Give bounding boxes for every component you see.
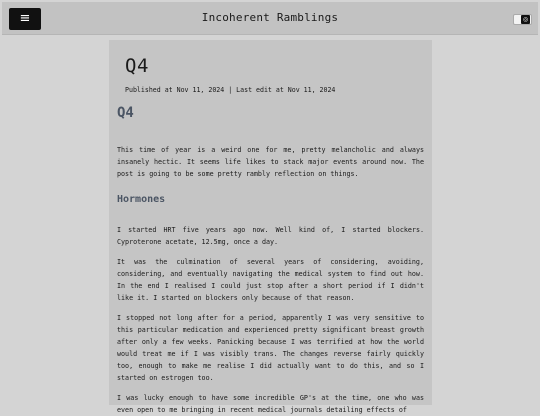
- article-container: [109, 40, 432, 414]
- paragraph: I started HRT five years ago now. Well kind of, I started blockers. Cyproterone acetate, 12.5mg, once a day.: [117, 226, 424, 246]
- theme-toggle-icon: ◎: [522, 16, 529, 23]
- top-bar: [2, 2, 538, 35]
- section-heading-hormones: Hormones: [117, 194, 166, 205]
- article-heading: Q4: [117, 105, 134, 121]
- page-title: Q4: [125, 55, 149, 77]
- paragraph: I was lucky enough to have some incredible GP's at the time, one who was even open to me bringing in recent medical journals detailing effects of: [117, 394, 424, 414]
- paragraph: I stopped not long after for a period, apparently I was very sensitive to this particular medication and experienced pretty significant breast growth after only a few weeks. Panicking because I was terrified at how the world would treat me if I was visibly trans. The changes reverse fairly quickly too, enough to make me realise I did actually want to do this, and so I started on estrogen too.: [117, 314, 424, 382]
- menu-icon: ≡: [19, 11, 31, 26]
- theme-toggle[interactable]: [513, 14, 532, 25]
- site-title[interactable]: Incoherent Ramblings: [201, 11, 339, 24]
- post-meta: Published at Nov 11, 2024 | Last edit at Nov 11, 2024: [125, 86, 336, 94]
- paragraph: It was the culmination of several years of considering, avoiding, considering, and eventually navigating the medical system to find out how. In the end I realised I could just stop after a short period if I didn't like it. I started on blockers only because of that reason.: [117, 258, 424, 302]
- intro-paragraph: This time of year is a weird one for me, pretty melancholic and always insanely hectic. It seems life likes to stack major events around now. The post is going to be some pretty rambly reflection on things.: [117, 146, 424, 178]
